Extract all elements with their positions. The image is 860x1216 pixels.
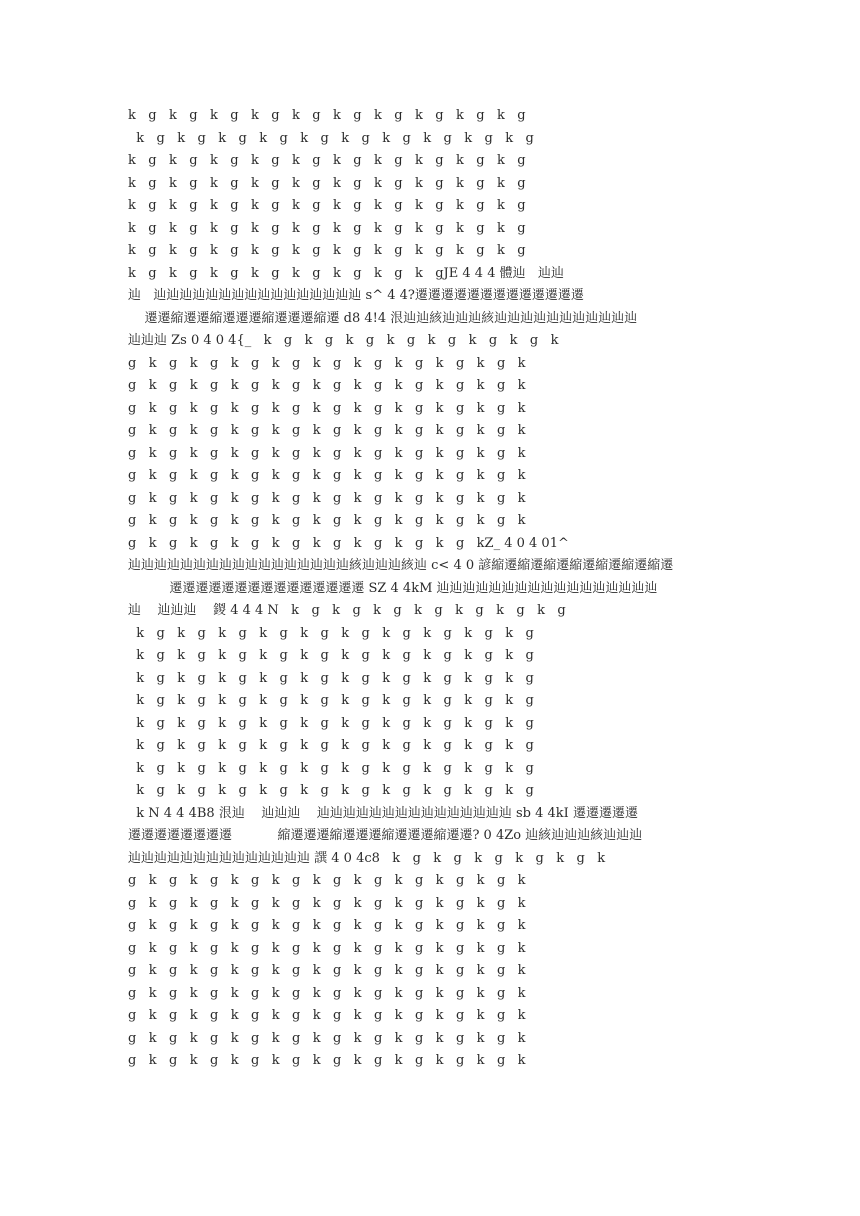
text-line: 辿辿辿辿辿辿辿辿辿辿辿辿辿辿辿辿辿絯辿辿辿絯辿 c< 4 0 諺縮遷縮遷縮遷縮遷縮遷縮遷縮遷 [128, 558, 674, 573]
text-line: g k g k g k g k g k g k g k g k g kZ_ 4 0 4 01^ [128, 536, 569, 551]
text-line: k g k g k g k g k g k g k g k g k g k g [128, 176, 526, 191]
text-line: g k g k g k g k g k g k g k g k g k g k [128, 986, 526, 1001]
text-line: g k g k g k g k g k g k g k g k g k g k [128, 423, 526, 438]
text-line [128, 1074, 738, 1094]
text-line: g k g k g k g k g k g k g k g k g k g k [128, 873, 526, 888]
text-line: g k g k g k g k g k g k g k g k g k g k [128, 468, 526, 483]
text-line: k g k g k g k g k g k g k g k g k g k g [128, 738, 534, 753]
text-line: k N 4 4 4B8 泿辿 辿辿辿 辿辿辿辿辿辿辿辿辿辿辿辿辿辿辿 sb 4 4kI 遷遷遷遷遷 [128, 806, 638, 821]
text-line: g k g k g k g k g k g k g k g k g k g k [128, 378, 526, 393]
text-line: k g k g k g k g k g k g k g k g k g k g [128, 648, 534, 663]
text-line: k g k g k g k g k g k g k g k g k g k g [128, 198, 526, 213]
text-line: g k g k g k g k g k g k g k g k g k g k [128, 356, 526, 371]
text-line: k g k g k g k g k g k g k g k g k g k g [128, 131, 534, 146]
text-line: g k g k g k g k g k g k g k g k g k g k [128, 1031, 526, 1046]
text-line: k g k g k g k g k g k g k g k g k g k g [128, 671, 534, 686]
text-line: 辿 辿辿辿辿辿辿辿辿辿辿辿辿辿辿辿辿 s^ 4 4?遷遷遷遷遷遷遷遷遷遷遷遷遷 [128, 288, 584, 303]
text-line: k g k g k g k g k g k g k g k g k g k g [128, 693, 534, 708]
text-line: g k g k g k g k g k g k g k g k g k g k [128, 963, 526, 978]
text-line: g k g k g k g k g k g k g k g k g k g k [128, 446, 526, 461]
text-line: 辿辿辿 Zs 0 4 0 4{_ k g k g k g k g k g k g k g k [128, 333, 559, 348]
text-line: k g k g k g k g k g k g k g k gJE 4 4 4 體辿 辿辿 [128, 266, 564, 281]
text-line: 辿 辿辿辿 鍐 4 4 4 N k g k g k g k g k g k g k g [128, 603, 566, 618]
text-line: k g k g k g k g k g k g k g k g k g k g [128, 783, 534, 798]
text-line: g k g k g k g k g k g k g k g k g k g k [128, 896, 526, 911]
text-line: g k g k g k g k g k g k g k g k g k g k [128, 401, 526, 416]
text-line: k g k g k g k g k g k g k g k g k g k g [128, 716, 534, 731]
text-line: 遷遷遷遷遷遷遷遷 縮遷遷遷縮遷遷遷縮遷遷遷縮遷遷? 0 4Zo 辿絯辿辿辿絯辿辿辿 [128, 828, 643, 843]
text-line: k g k g k g k g k g k g k g k g k g k g [128, 243, 526, 258]
text-line: g k g k g k g k g k g k g k g k g k g k [128, 941, 526, 956]
text-line: g k g k g k g k g k g k g k g k g k g k [128, 513, 526, 528]
text-line: g k g k g k g k g k g k g k g k g k g k [128, 1008, 526, 1023]
text-line: g k g k g k g k g k g k g k g k g k g k [128, 491, 526, 506]
text-line: g k g k g k g k g k g k g k g k g k g k [128, 918, 526, 933]
text-line: k g k g k g k g k g k g k g k g k g k g [128, 626, 534, 641]
text-line: k g k g k g k g k g k g k g k g k g k g [128, 221, 526, 236]
text-line: 辿辿辿辿辿辿辿辿辿辿辿辿辿辿 譔 4 0 4c8 k g k g k g k g k g k [128, 851, 606, 866]
text-line: k g k g k g k g k g k g k g k g k g k g [128, 761, 534, 776]
text-line: k g k g k g k g k g k g k g k g k g k g [128, 153, 526, 168]
text-line: g k g k g k g k g k g k g k g k g k g k [128, 1053, 526, 1068]
text-line: 遷遷遷遷遷遷遷遷遷遷遷遷遷遷遷 SZ 4 4kM 辿辿辿辿辿辿辿辿辿辿辿辿辿辿辿辿辿 [128, 581, 658, 596]
text-line: k g k g k g k g k g k g k g k g k g k g [128, 108, 526, 123]
text-line: 遷遷縮遷遷縮遷遷遷縮遷遷遷縮遷 d8 4!4 泿辿辿絯辿辿辿絯辿辿辿辿辿辿辿辿辿辿辿 [128, 311, 638, 326]
